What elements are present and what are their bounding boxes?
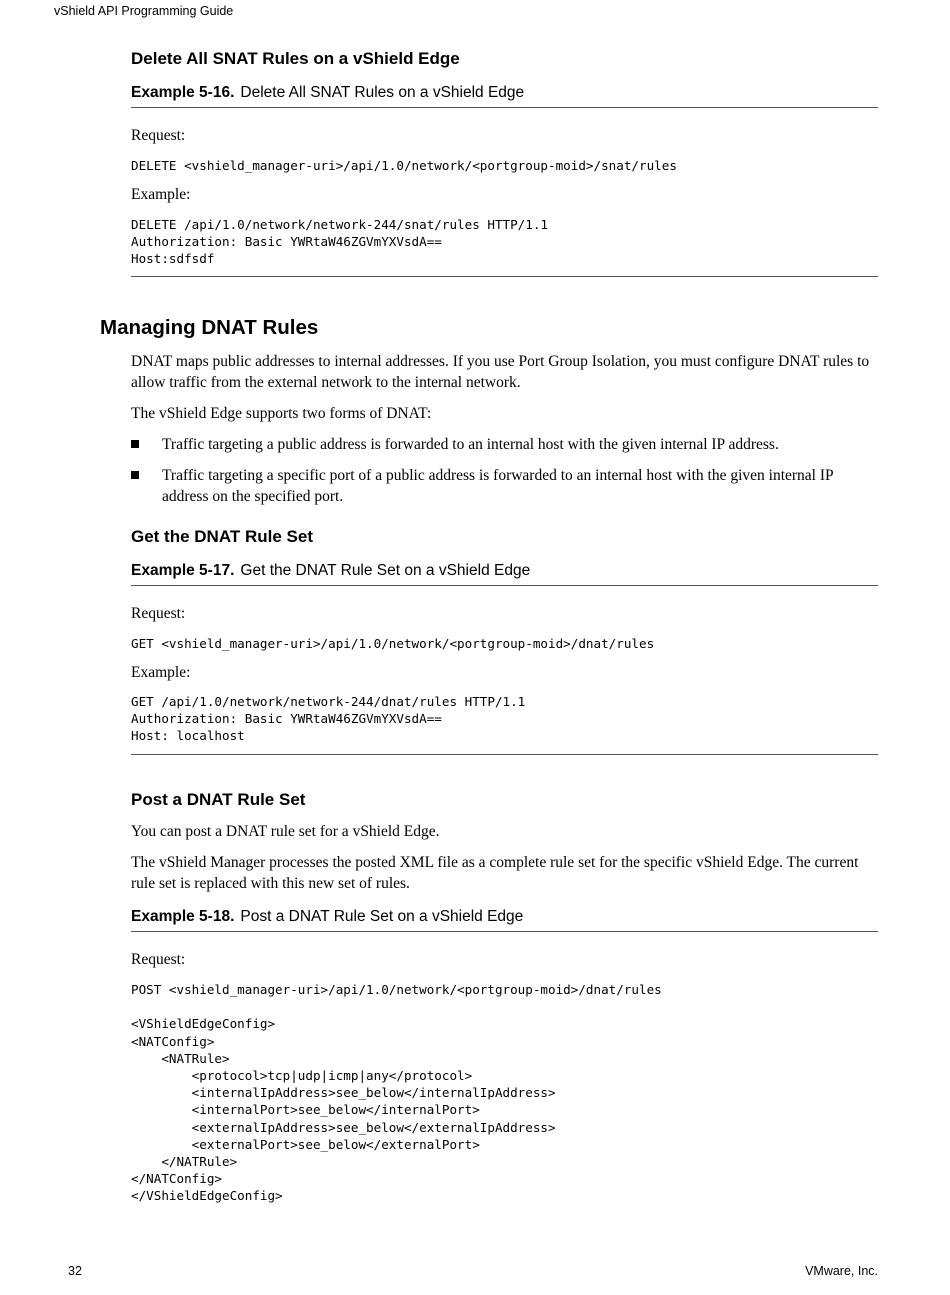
request-label: Request: (131, 951, 186, 968)
request-label: Request: (131, 127, 186, 144)
request-code: GET <vshield_manager-uri>/api/1.0/network/<portgroup-moid>/dnat/rules (131, 636, 655, 651)
running-header: vShield API Programming Guide (54, 4, 234, 18)
list-item-text: Traffic targeting a public address is forwarded to an internal host with the given internal IP address. (162, 436, 779, 453)
example-label: Example 5-18. (131, 908, 235, 925)
footer-company: VMware, Inc. (805, 1264, 878, 1278)
bullet-square-icon (131, 440, 139, 448)
list-item (131, 434, 878, 455)
section-heading-post-dnat: Post a DNAT Rule Set (131, 790, 306, 809)
example-caption: Delete All SNAT Rules on a vShield Edge (240, 84, 525, 101)
example-caption: Post a DNAT Rule Set on a vShield Edge (240, 908, 524, 925)
example-code: DELETE /api/1.0/network/network-244/snat/rules HTTP/1.1 Authorization: Basic YWRtaW46ZGVmYXVsdA== Host:sdfsdf (131, 217, 549, 267)
bullet-square-icon (131, 471, 139, 479)
example-label: Example 5-16. (131, 84, 235, 101)
example-caption: Get the DNAT Rule Set on a vShield Edge (240, 562, 531, 579)
post-dnat-paragraph-1: You can post a DNAT rule set for a vShield Edge. (131, 823, 440, 840)
dnat-forms-intro: The vShield Edge supports two forms of DNAT: (131, 405, 432, 422)
list-item-text: Traffic targeting a specific port of a public address is forwarded to an internal host with the given internal IP address on the specified port. (162, 467, 834, 505)
request-code: DELETE <vshield_manager-uri>/api/1.0/network/<portgroup-moid>/snat/rules (131, 158, 677, 173)
chapter-heading-managing-dnat: Managing DNAT Rules (100, 316, 319, 339)
example-5-16-title (131, 84, 878, 108)
example-5-18-title (131, 908, 878, 932)
example-label-text: Example: (131, 186, 191, 203)
request-code: POST <vshield_manager-uri>/api/1.0/network/<portgroup-moid>/dnat/rules <VShieldEdgeConfig> <NATConfig> <NATRule> <protocol>tcp|udp|icmp|any</protocol> <internalIpAddress>see_below</internalIpAddress> <internalPort>see_below</internalPort> <externalIpAddress>see_below</externalIpAddress> <externalPort>see_below</externalPort> </NATRule> </NATConfig> </VShieldEdgeConfig> (131, 982, 662, 1204)
example-label: Example 5-17. (131, 562, 235, 579)
example-end-rule (131, 276, 878, 277)
post-dnat-paragraph-2: The vShield Manager processes the posted XML file as a complete rule set for the specific vShield Edge. The current rule set is replaced with this new set of rules. (131, 854, 859, 892)
section-heading-delete-snat: Delete All SNAT Rules on a vShield Edge (131, 49, 460, 68)
request-label: Request: (131, 605, 186, 622)
example-end-rule (131, 754, 878, 755)
example-5-17-title (131, 562, 878, 586)
section-heading-get-dnat: Get the DNAT Rule Set (131, 527, 313, 546)
example-label-text: Example: (131, 664, 191, 681)
example-code: GET /api/1.0/network/network-244/dnat/rules HTTP/1.1 Authorization: Basic YWRtaW46ZGVmYXVsdA== Host: localhost (131, 694, 526, 744)
page-number: 32 (68, 1264, 82, 1278)
dnat-intro-paragraph: DNAT maps public addresses to internal addresses. If you use Port Group Isolation, you must configure DNAT rules to allow traffic from the external network to the internal network. (131, 353, 870, 391)
list-item (131, 465, 878, 507)
